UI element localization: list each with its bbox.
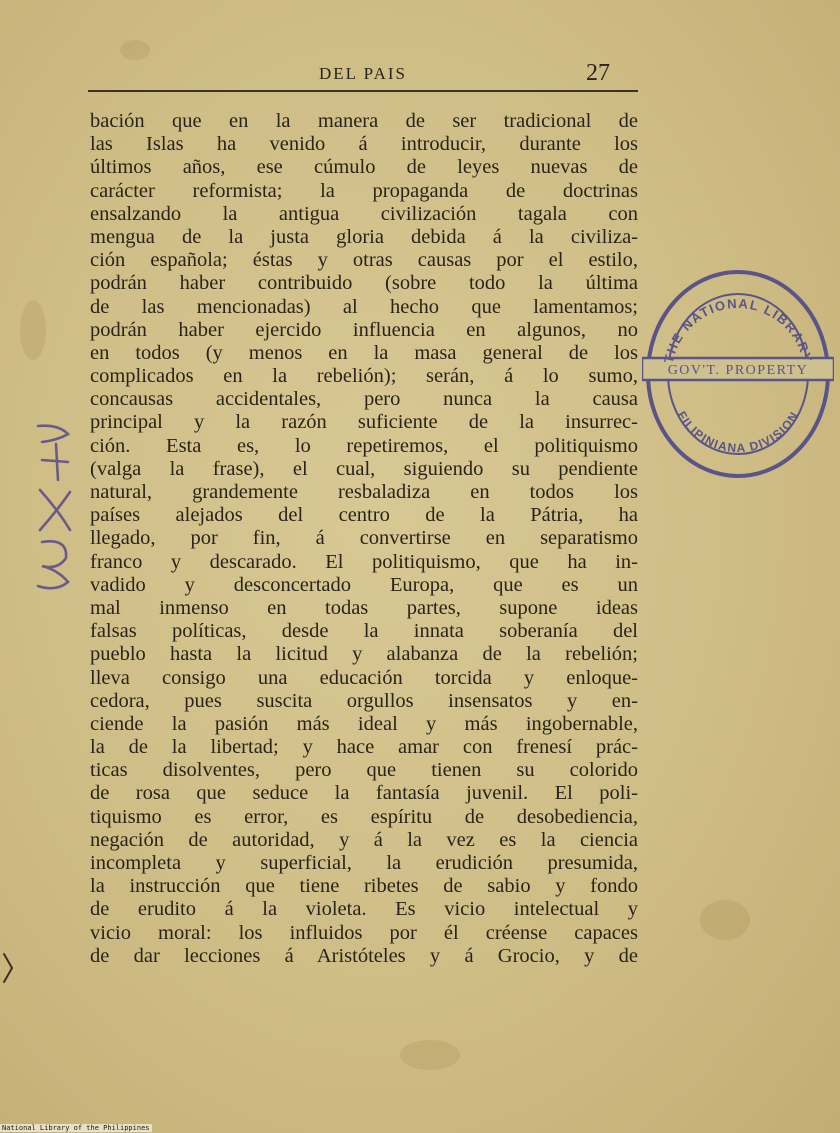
text-line: tiquismo es error, es espíritu de desobediencia, (90, 805, 638, 828)
text-line: la instrucción que tiene ribetes de sabio y fondo (90, 875, 638, 898)
margin-mark (2, 950, 16, 986)
text-line: principal y la razón suficiente de la insurrec- (90, 411, 638, 434)
stamp-middle-text: GOV'T. PROPERTY (667, 363, 809, 378)
handwritten-annotation (28, 420, 78, 590)
library-credit: National Library of the Philippines (2, 1124, 150, 1132)
text-line: ensalzando la antigua civilización tagala con (90, 202, 638, 225)
text-line: las Islas ha venido á introducir, durante los (90, 133, 638, 156)
text-line: ticas disolventes, pero que tienen su colorido (90, 759, 638, 782)
body-text (90, 110, 638, 968)
text-line: falsas políticas, desde la innata soberanía del (90, 620, 638, 643)
text-line: mengua de la justa gloria debida á la civiliza- (90, 225, 638, 248)
text-line: en todos (y menos en la masa general de los (90, 341, 638, 364)
text-line: franco y descarado. El politiquismo, que ha in- (90, 550, 638, 573)
stamp-bottom-text: FILIPINIANA DIVISION (674, 408, 802, 456)
text-line: bación que en la manera de ser tradicional de (90, 110, 638, 132)
library-stamp (642, 268, 834, 480)
text-line: vadido y desconcertado Europa, que es un (90, 573, 638, 596)
text-line: lleva consigo una educación torcida y enloque- (90, 666, 638, 689)
text-line: vicio moral: los influidos por él créense capaces (90, 921, 638, 944)
text-line: países alejados del centro de la Pátria, ha (90, 504, 638, 527)
text-line: mal inmenso en todas partes, supone ideas (90, 596, 638, 619)
text-line: la de la libertad; y hace amar con frenesí prác- (90, 736, 638, 759)
text-line: natural, grandemente resbaladiza en todos los (90, 481, 638, 503)
text-line: ciende la pasión más ideal y más ingobernable, (90, 712, 638, 735)
text-line: últimos años, ese cúmulo de leyes nuevas de (90, 156, 638, 179)
running-header (88, 62, 638, 92)
text-line: de dar lecciones á Aristóteles y á Grocio, y de (90, 944, 638, 967)
text-line: (valga la frase), el cual, siguiendo su pendiente (90, 457, 638, 480)
text-line: cedora, pues suscita orgullos insensatos y en- (90, 689, 638, 712)
running-title: DEL PAIS (319, 64, 407, 83)
text-line: carácter reformista; la propaganda de doctrinas (90, 179, 638, 202)
text-line: llegado, por fin, á convertirse en separatismo (90, 527, 638, 550)
text-line: pueblo hasta la licitud y alabanza de la rebelión; (90, 643, 638, 666)
text-line: complicados en la rebelión); serán, á lo sumo, (90, 365, 638, 388)
text-line: podrán haber contribuido (sobre todo la última (90, 272, 638, 295)
text-line: negación de autoridad, y á la vez es la ciencia (90, 828, 638, 851)
text-line: de erudito á la violeta. Es vicio intelectual y (90, 898, 638, 921)
text-line: concausas accidentales, pero nunca la causa (90, 388, 638, 411)
page-number: 27 (586, 60, 610, 86)
text-line: ción. Esta es, lo repetiremos, el politiquismo (90, 434, 638, 457)
text-line: incompleta y superficial, la erudición presumida, (90, 852, 638, 874)
text-line: de las mencionadas) al hecho que lamentamos; (90, 295, 638, 318)
stamp-top-text: THE NATIONAL LIBRARY (660, 295, 816, 365)
text-line: ción española; éstas y otras causas por el estilo, (90, 249, 638, 272)
text-line: podrán haber ejercido influencia en algunos, no (90, 318, 638, 341)
text-line: de rosa que seduce la fantasía juvenil. El poli- (90, 782, 638, 805)
